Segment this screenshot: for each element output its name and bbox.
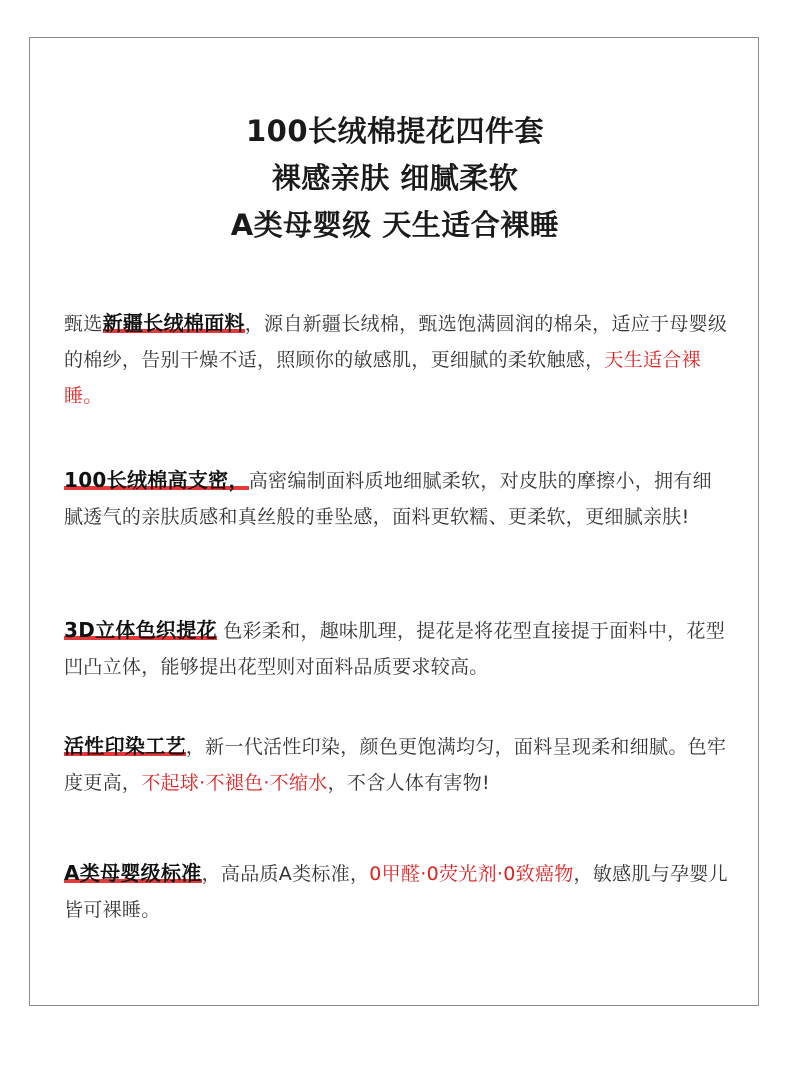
section-red-text: 天生适合裸睡。 (64, 349, 701, 407)
section-highlight: 新疆长绒棉面料 (102, 311, 245, 335)
section-highlight: 3D立体色织提花 (64, 618, 217, 642)
section-class-a-standard (64, 855, 728, 928)
section-tail: ，不含人体有害物! (327, 772, 490, 794)
section-lead-text: 甄选 (64, 313, 103, 335)
section-body: 高密编制面料质地细腻柔软，对皮肤的摩擦小，拥有细腻透气的亲肤质感和真丝般的垂坠感，面料更软糯、更柔软，更细腻亲肤! (64, 470, 712, 528)
section-body: ，新一代活性印染，颜色更饱满均匀，面料呈现柔和细腻。色牢度更高， (64, 736, 727, 794)
section-body: ，源自新疆长绒棉，甄选饱满圆润的棉朵，适应于母婴级的棉纱，告别干燥不适，照顾你的敏感肌，更细腻的柔软触感， (64, 313, 728, 371)
section-highlight: A类母婴级标准 (64, 861, 202, 885)
title-line-1: 100长绒棉提花四件套 (245, 114, 545, 148)
title-line-3: A类母婴级 天生适合裸睡 (230, 208, 560, 242)
title-block (0, 108, 790, 249)
section-body: ，高品质A类标准， (201, 863, 370, 885)
section-jacquard (64, 612, 728, 685)
section-reactive-dyeing (64, 728, 728, 801)
section-red-text: 0甲醛·0荧光剂·0致癌物 (369, 863, 574, 885)
section-body: 色彩柔和，趣味肌理，提花是将花型直接提于面料中，花型凹凸立体，能够提出花型则对面料品质要求较高。 (64, 620, 726, 678)
title-line-2: 裸感亲肤 细腻柔软 (271, 161, 519, 195)
section-highlight: 活性印染工艺 (64, 734, 186, 758)
section-tail: ，敏感肌与孕婴儿皆可裸睡。 (64, 863, 728, 921)
section-highlight: 100长绒棉高支密， (64, 468, 249, 492)
section-cotton-fabric (64, 305, 728, 414)
section-red-text: 不起球·不褪色·不缩水 (141, 772, 328, 794)
section-high-density (64, 462, 728, 535)
